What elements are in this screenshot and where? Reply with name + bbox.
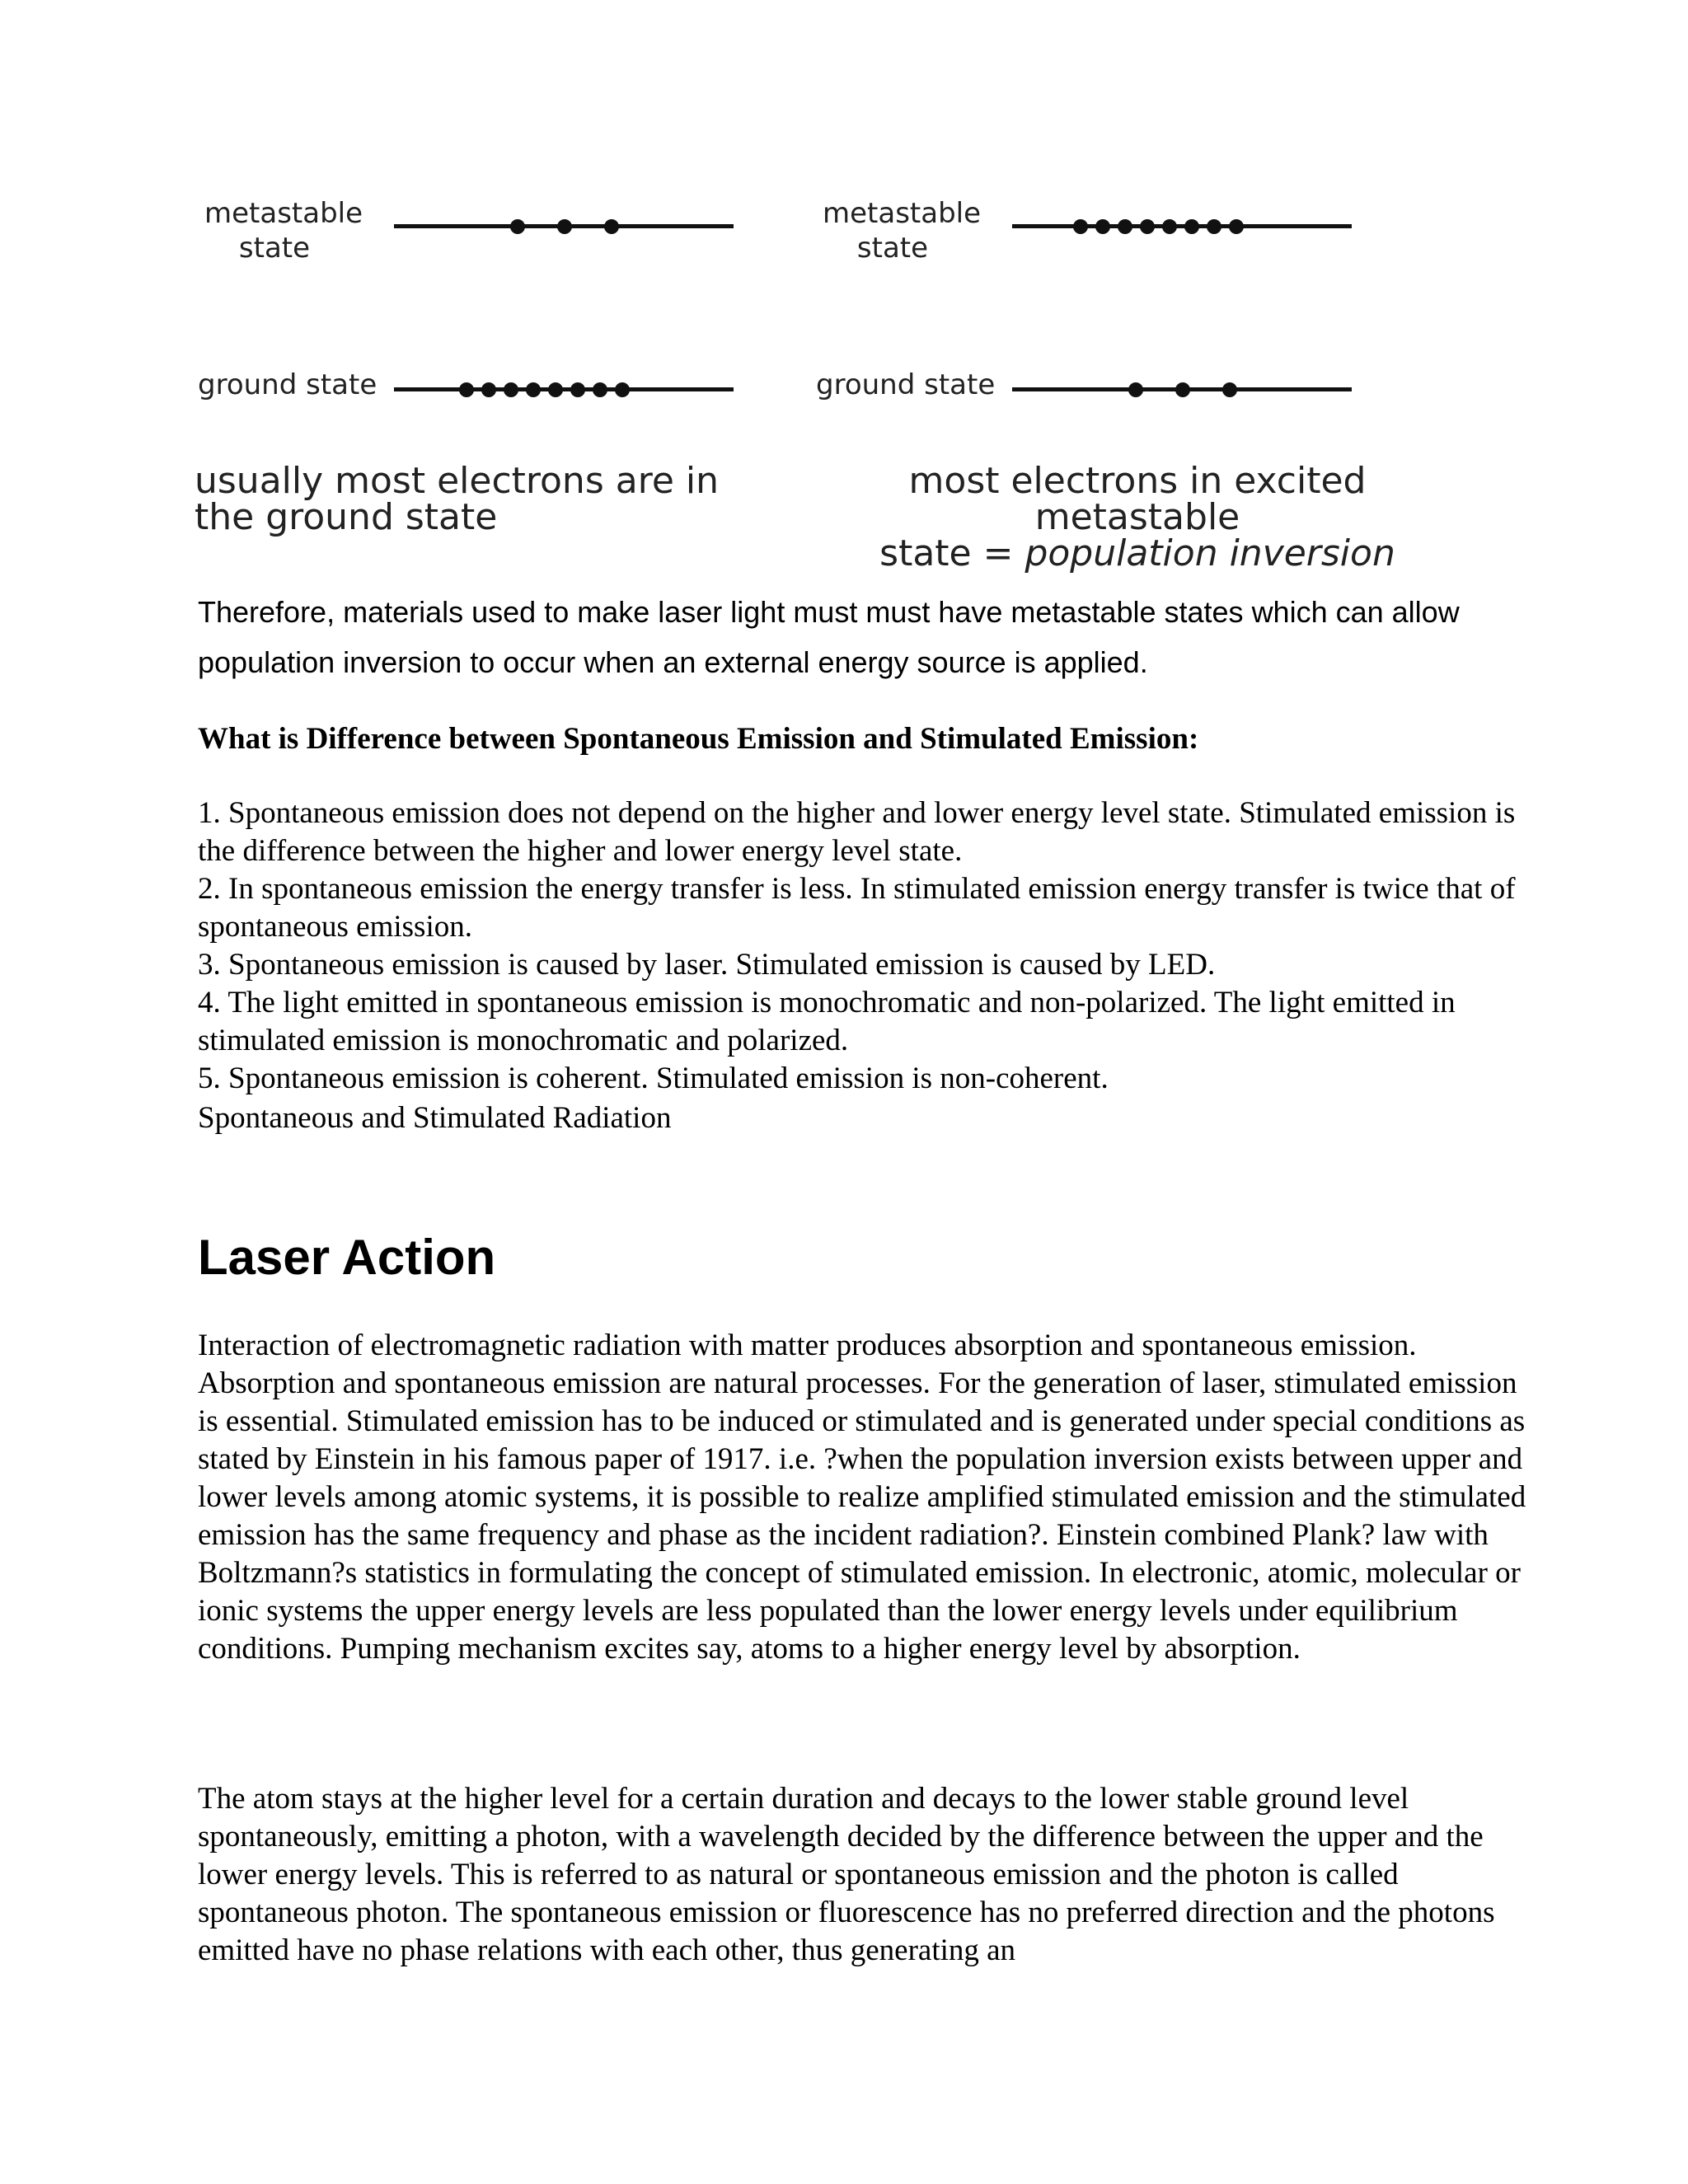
- electron-dot: [1118, 219, 1132, 234]
- population-inversion-panel: [808, 181, 1434, 574]
- electron-dot: [1222, 382, 1237, 397]
- electron-dot: [1073, 219, 1088, 234]
- electron-dot: [1207, 219, 1221, 234]
- laser-action-paragraph-2: The atom stays at the higher level for a certain duration and decays to the lower stable ground level spontaneously, emitting a photon, with a wavelength decided by the difference between the upper and the lower energy levels. This is referred to as natural or spontaneous emission and the photon is called spontaneous photon. The spontaneous emission or fluorescence has no preferred direction and the photons emitted have no phase relations with each other, thus generating an: [198, 1782, 1495, 1967]
- normal-population-panel: [190, 181, 816, 560]
- metastable-state-label: metastable state: [823, 197, 982, 265]
- energy-level-diagram: [190, 181, 1492, 574]
- electron-dot: [504, 382, 518, 397]
- metastable-level-line: [1012, 224, 1352, 228]
- electron-dot: [1128, 382, 1143, 397]
- section-title: Laser Action: [198, 1230, 496, 1285]
- list-item: 4. The light emitted in spontaneous emission is monochromatic and non-polarized. The light emitted in stimulated emission is monochromatic and polarized.: [198, 986, 1456, 1057]
- electron-dot: [1095, 219, 1110, 234]
- ground-state-label: ground state: [816, 368, 996, 401]
- electron-dot: [570, 382, 585, 397]
- ground-state-label: ground state: [198, 368, 377, 401]
- electron-dot: [593, 382, 607, 397]
- electron-dot: [1184, 219, 1199, 234]
- list-item: 5. Spontaneous emission is coherent. Stimulated emission is non-coherent.: [198, 1062, 1109, 1095]
- electron-dot: [1175, 382, 1190, 397]
- electron-dot: [548, 382, 563, 397]
- electron-dot: [604, 219, 619, 234]
- electron-dot: [510, 219, 525, 234]
- laser-action-paragraph-1: Interaction of electromagnetic radiation with matter produces absorption and spontaneous emission. Absorption and spontaneous emission are natural processes. For the generation of laser, stimulated emission is essential. Stimulated emission has to be induced or stimulated and is generated under special conditions as stated by Einstein in his famous paper of 1917. i.e. ?when the population inversion exists between upper and lower levels among atomic systems, it is possible to realize amplified stimulated emission and the stimulated emission has the same frequency and phase as the incident radiation?. Einstein combined Plank? law with Boltzmann?s statistics in formulating the concept of stimulated emission. In electronic, atomic, molecular or ionic systems the upper energy levels are less populated than the lower energy levels under equilibrium conditions. Pumping mechanism excites say, atoms to a higher energy level by absorption.: [198, 1329, 1526, 1666]
- electron-dot: [1162, 219, 1177, 234]
- metastable-requirement-paragraph: Therefore, materials used to make laser light must must have metastable states which can allow population inversion to occur when an external energy source is applied.: [198, 595, 1460, 679]
- list-item: 2. In spontaneous emission the energy transfer is less. In stimulated emission energy transfer is twice that of spontaneous emission.: [198, 872, 1516, 944]
- population-inversion-caption: most electrons in excited metastable state = population inversion: [879, 460, 1395, 574]
- difference-list: [198, 794, 1533, 1098]
- normal-population-caption: usually most electrons are in the ground state: [195, 460, 719, 538]
- electron-dot: [459, 382, 474, 397]
- metastable-state-label: metastable state: [204, 197, 363, 265]
- ground-level-line: [394, 387, 734, 391]
- electron-dot: [526, 382, 541, 397]
- electron-dot: [615, 382, 630, 397]
- list-item: 3. Spontaneous emission is caused by laser. Stimulated emission is caused by LED.: [198, 948, 1216, 982]
- population-inversion-term: population inversion: [1025, 532, 1395, 574]
- electron-dot: [481, 382, 496, 397]
- electron-dot: [1229, 219, 1244, 234]
- list-item: 1. Spontaneous emission does not depend on the higher and lower energy level state. Stimulated emission is the difference between the higher and lower energy level state.: [198, 796, 1516, 868]
- radiation-line: Spontaneous and Stimulated Radiation: [198, 1101, 672, 1135]
- electron-dot: [1140, 219, 1155, 234]
- difference-heading: What is Difference between Spontaneous Emission and Stimulated Emission:: [198, 722, 1199, 756]
- electron-dot: [557, 219, 572, 234]
